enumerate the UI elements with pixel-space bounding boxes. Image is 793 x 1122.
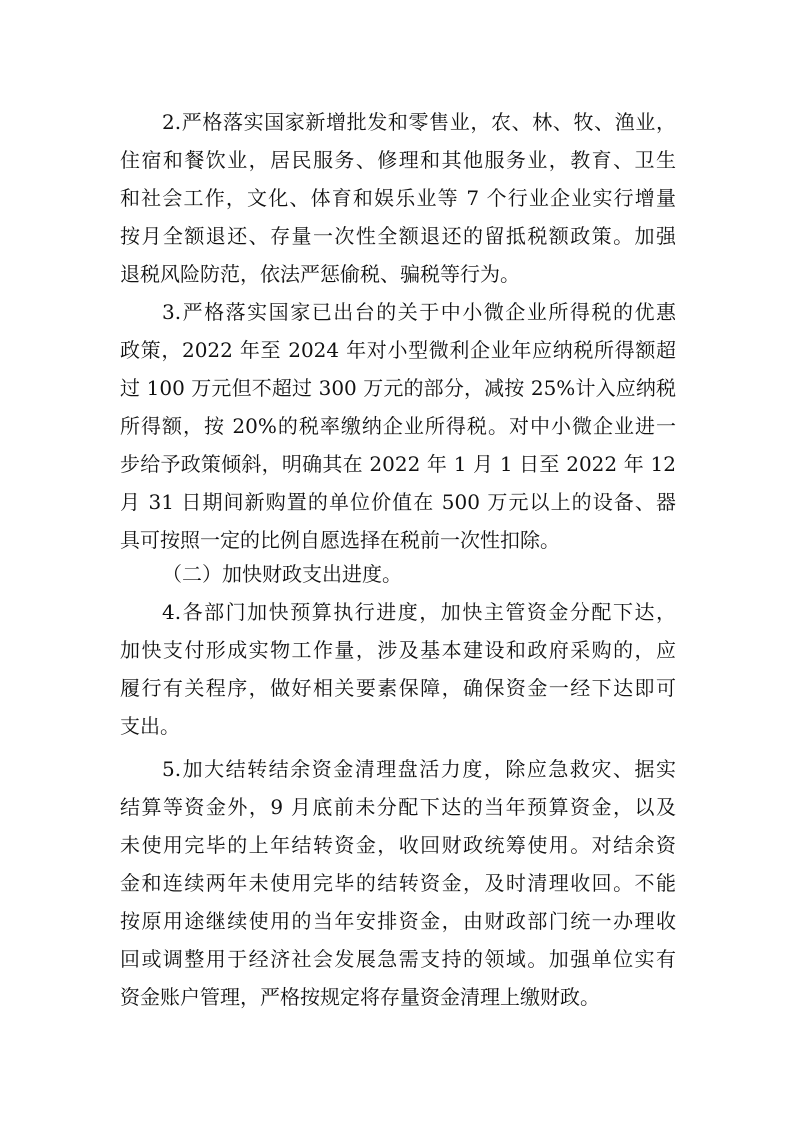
paragraph-item-3 — [120, 293, 676, 559]
text-line: 结算等资金外，9 月底前未分配下达的当年预算资金，以及 — [120, 795, 676, 819]
text-line: 具可按照一定的比例自愿选择在税前一次性扣除。 — [120, 528, 560, 552]
text-line: 资金账户管理，严格按规定将存量资金清理上缴财政。 — [120, 985, 600, 1009]
text-line: 住宿和餐饮业，居民服务、修理和其他服务业，教育、卫生 — [120, 148, 676, 172]
text-line: 过 100 万元但不超过 300 万元的部分，减按 25%计入应纳税 — [120, 376, 676, 400]
paragraph-item-2 — [120, 103, 676, 293]
text-line: 按原用途继续使用的当年安排资金，由财政部门统一办理收 — [120, 909, 676, 933]
text-line: 金和连续两年未使用完毕的结转资金，及时清理收回。不能 — [120, 871, 676, 895]
text-line: 所得额，按 20%的税率缴纳企业所得税。对中小微企业进一 — [120, 414, 676, 438]
text-line: 4.各部门加快预算执行进度，加快主管资金分配下达， — [162, 600, 676, 624]
text-line: 未使用完毕的上年结转资金，收回财政统筹使用。对结余资 — [120, 833, 676, 857]
paragraph-item-5 — [120, 750, 676, 1016]
text-line: 政策，2022 年至 2024 年对小型微利企业年应纳税所得额超 — [120, 338, 676, 362]
text-line: 支出。 — [120, 714, 180, 738]
text-line: 步给予政策倾斜，明确其在 2022 年 1 月 1 日至 2022 年 12 — [120, 452, 676, 476]
text-line: 按月全额退还、存量一次性全额退还的留抵税额政策。加强 — [120, 224, 676, 248]
text-line: 3.严格落实国家已出台的关于中小微企业所得税的优惠 — [162, 300, 676, 324]
text-line: 5.加大结转结余资金清理盘活力度，除应急救灾、据实 — [162, 757, 676, 781]
paragraph-item-4 — [120, 593, 676, 745]
section-heading — [120, 555, 676, 593]
text-line: 2.严格落实国家新增批发和零售业，农、林、牧、渔业， — [162, 110, 676, 134]
text-line: 月 31 日期间新购置的单位价值在 500 万元以上的设备、器 — [120, 490, 676, 514]
text-line: 加快支付形成实物工作量，涉及基本建设和政府采购的，应 — [120, 638, 676, 662]
heading-text: （二）加快财政支出进度。 — [162, 562, 402, 586]
text-line: 和社会工作，文化、体育和娱乐业等 7 个行业企业实行增量 — [120, 186, 676, 210]
text-line: 回或调整用于经济社会发展急需支持的领域。加强单位实有 — [120, 947, 676, 971]
text-line: 履行有关程序，做好相关要素保障，确保资金一经下达即可 — [120, 676, 676, 700]
text-line: 退税风险防范，依法严惩偷税、骗税等行为。 — [120, 262, 520, 286]
document-page — [120, 103, 676, 1016]
